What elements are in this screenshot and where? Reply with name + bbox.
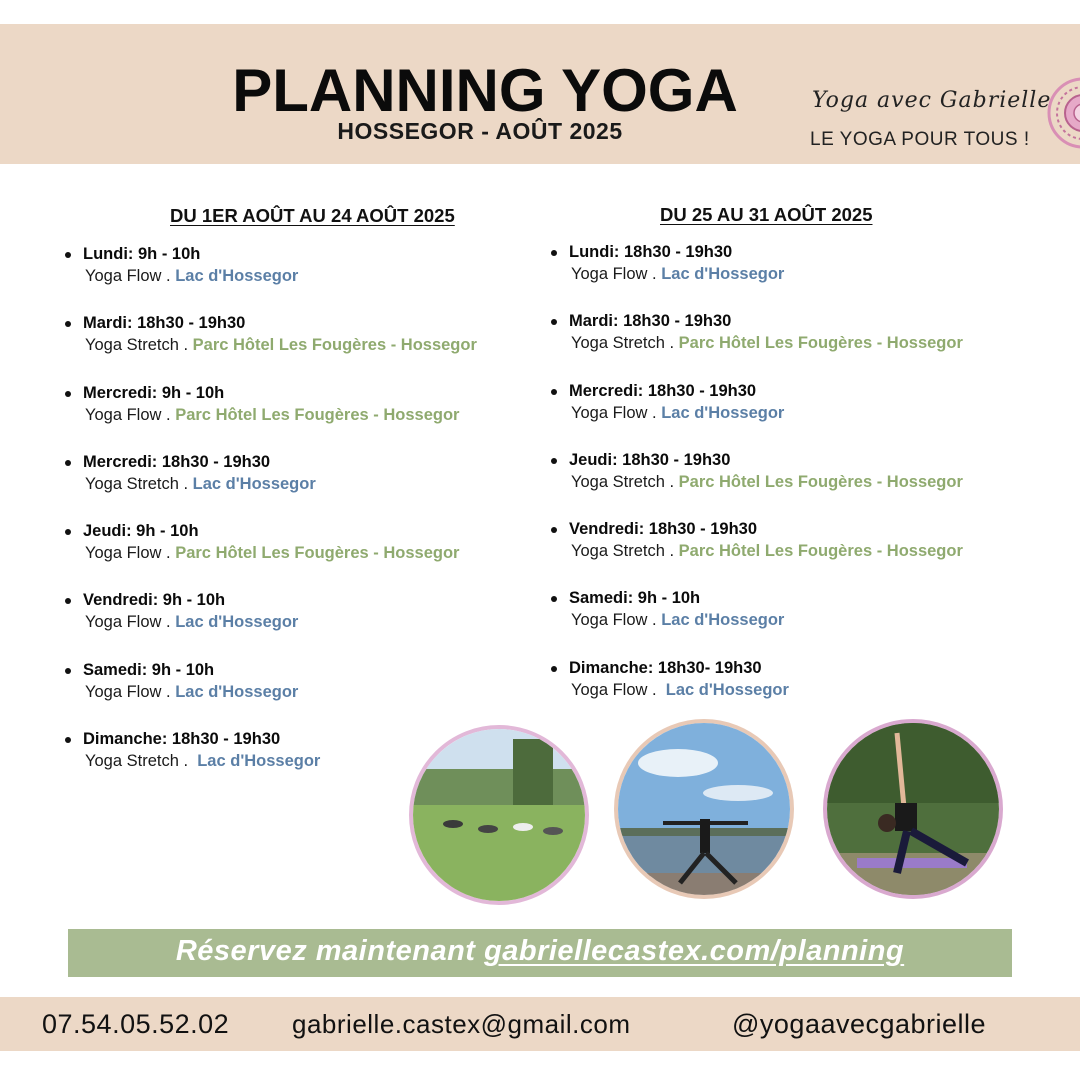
schedule-class — [83, 403, 545, 427]
class-location: Parc Hôtel Les Fougères - Hossegor — [175, 544, 460, 563]
class-location: Lac d'Hossegor — [665, 680, 789, 699]
schedule-day-time: Vendredi: 9h - 10h — [83, 591, 226, 610]
class-type: Yoga Flow . — [85, 682, 176, 701]
schedule-item — [551, 658, 1031, 727]
schedule-item — [65, 660, 545, 729]
schedule-class — [83, 472, 545, 496]
schedule-day-time: Mercredi: 18h30 - 19h30 — [83, 452, 271, 471]
schedule-item — [551, 588, 1031, 657]
schedule-day-time: Vendredi: 18h30 - 19h30 — [569, 520, 758, 539]
schedule-class — [83, 264, 545, 288]
email-address[interactable]: gabrielle.castex@gmail.com — [292, 1009, 631, 1039]
class-type: Yoga Flow . — [571, 611, 662, 630]
schedule-item — [551, 450, 1031, 519]
schedule-day-time: Dimanche: 18h30- 19h30 — [569, 658, 762, 677]
class-location: Lac d'Hossegor — [197, 752, 321, 771]
right-schedule-list — [551, 242, 1031, 727]
schedule-class — [569, 470, 1031, 494]
class-type: Yoga Flow . — [571, 265, 662, 283]
class-type: Yoga Flow . — [85, 544, 176, 563]
class-type: Yoga Stretch . — [571, 334, 679, 353]
page-subtitle: HOSSEGOR - AOÛT 2025 — [337, 118, 623, 144]
mandala-logo-icon — [1046, 76, 1080, 150]
schedule-item — [551, 242, 1031, 311]
class-location: Parc Hôtel Les Fougères - Hossegor — [175, 405, 460, 424]
schedule-class — [569, 331, 1031, 355]
class-location: Parc Hôtel Les Fougères - Hossegor — [678, 542, 963, 561]
triangle-pose-garden-photo — [823, 719, 1003, 899]
class-location: Lac d'Hossegor — [175, 613, 299, 632]
schedule-class — [569, 608, 1031, 632]
schedule-day-time: Dimanche: 18h30 - 19h30 — [83, 730, 281, 749]
class-type: Yoga Flow . — [85, 613, 176, 632]
schedule-day-time: Samedi: 9h - 10h — [83, 660, 215, 679]
schedule-item — [65, 590, 545, 659]
schedule-item — [551, 311, 1031, 380]
instagram-handle[interactable]: @yogaavecgabrielle — [732, 1009, 987, 1039]
class-location: Lac d'Hossegor — [192, 474, 316, 493]
schedule-class — [83, 610, 545, 634]
class-type: Yoga Stretch . — [571, 472, 679, 491]
left-column-heading: DU 1ER AOÛT AU 24 AOÛT 2025 — [170, 205, 455, 226]
schedule-day-time: Mercredi: 9h - 10h — [83, 383, 225, 402]
booking-link[interactable]: gabriellecastex.com/planning — [484, 935, 905, 967]
schedule-item — [65, 521, 545, 590]
schedule-item — [65, 452, 545, 521]
group-yoga-lawn-photo — [409, 725, 589, 905]
header-band — [0, 24, 1080, 164]
class-location: Parc Hôtel Les Fougères - Hossegor — [192, 336, 477, 355]
schedule-day-time: Jeudi: 9h - 10h — [83, 522, 199, 541]
phone-number[interactable]: 07.54.05.52.02 — [42, 1009, 230, 1039]
schedule-day-time: Jeudi: 18h30 - 19h30 — [569, 450, 731, 469]
schedule-day-time: Lundi: 9h - 10h — [83, 245, 201, 263]
right-column-heading: DU 25 AU 31 AOÛT 2025 — [660, 204, 873, 225]
schedule-day-time: Mardi: 18h30 - 19h30 — [83, 314, 246, 333]
booking-cta-text: Réservez maintenant — [175, 935, 485, 967]
schedule-item — [65, 313, 545, 382]
schedule-class — [569, 539, 1031, 563]
schedule-class — [83, 541, 545, 565]
schedule-item — [551, 381, 1031, 450]
class-type: Yoga Flow . — [571, 403, 662, 422]
schedule-item — [65, 383, 545, 452]
schedule-day-time: Mercredi: 18h30 - 19h30 — [569, 381, 757, 400]
schedule-day-time: Samedi: 9h - 10h — [569, 589, 701, 608]
class-location: Lac d'Hossegor — [175, 682, 299, 701]
schedule-class — [83, 680, 545, 704]
class-type: Yoga Flow . — [85, 267, 176, 285]
left-schedule-list — [65, 244, 545, 798]
page-title: PLANNING YOGA — [232, 57, 738, 124]
class-type: Yoga Stretch . — [85, 474, 193, 493]
booking-banner-text — [68, 935, 1012, 968]
class-location: Lac d'Hossegor — [661, 403, 785, 422]
schedule-day-time: Lundi: 18h30 - 19h30 — [569, 243, 733, 261]
schedule-item — [65, 244, 545, 313]
brand-tagline: LE YOGA POUR TOUS ! — [810, 129, 1030, 150]
schedule-class — [83, 333, 545, 357]
class-type: Yoga Flow . — [85, 405, 176, 424]
class-location: Parc Hôtel Les Fougères - Hossegor — [678, 472, 963, 491]
class-type: Yoga Stretch . — [85, 336, 193, 355]
class-location: Lac d'Hossegor — [661, 611, 785, 630]
class-type: Yoga Stretch . — [85, 752, 198, 771]
brand-script-logo: Yoga avec Gabrielle — [812, 88, 1052, 113]
booking-banner — [68, 929, 1012, 977]
schedule-class — [569, 262, 1031, 286]
schedule-item — [551, 519, 1031, 588]
class-location: Lac d'Hossegor — [661, 265, 785, 283]
contact-footer — [0, 997, 1080, 1051]
class-type: Yoga Flow . — [571, 680, 666, 699]
class-location: Lac d'Hossegor — [175, 267, 299, 285]
warrior-pose-lake-photo — [614, 719, 794, 899]
schedule-class — [569, 678, 1031, 702]
schedule-class — [569, 401, 1031, 425]
class-location: Parc Hôtel Les Fougères - Hossegor — [678, 334, 963, 353]
schedule-day-time: Mardi: 18h30 - 19h30 — [569, 312, 732, 331]
class-type: Yoga Stretch . — [571, 542, 679, 561]
